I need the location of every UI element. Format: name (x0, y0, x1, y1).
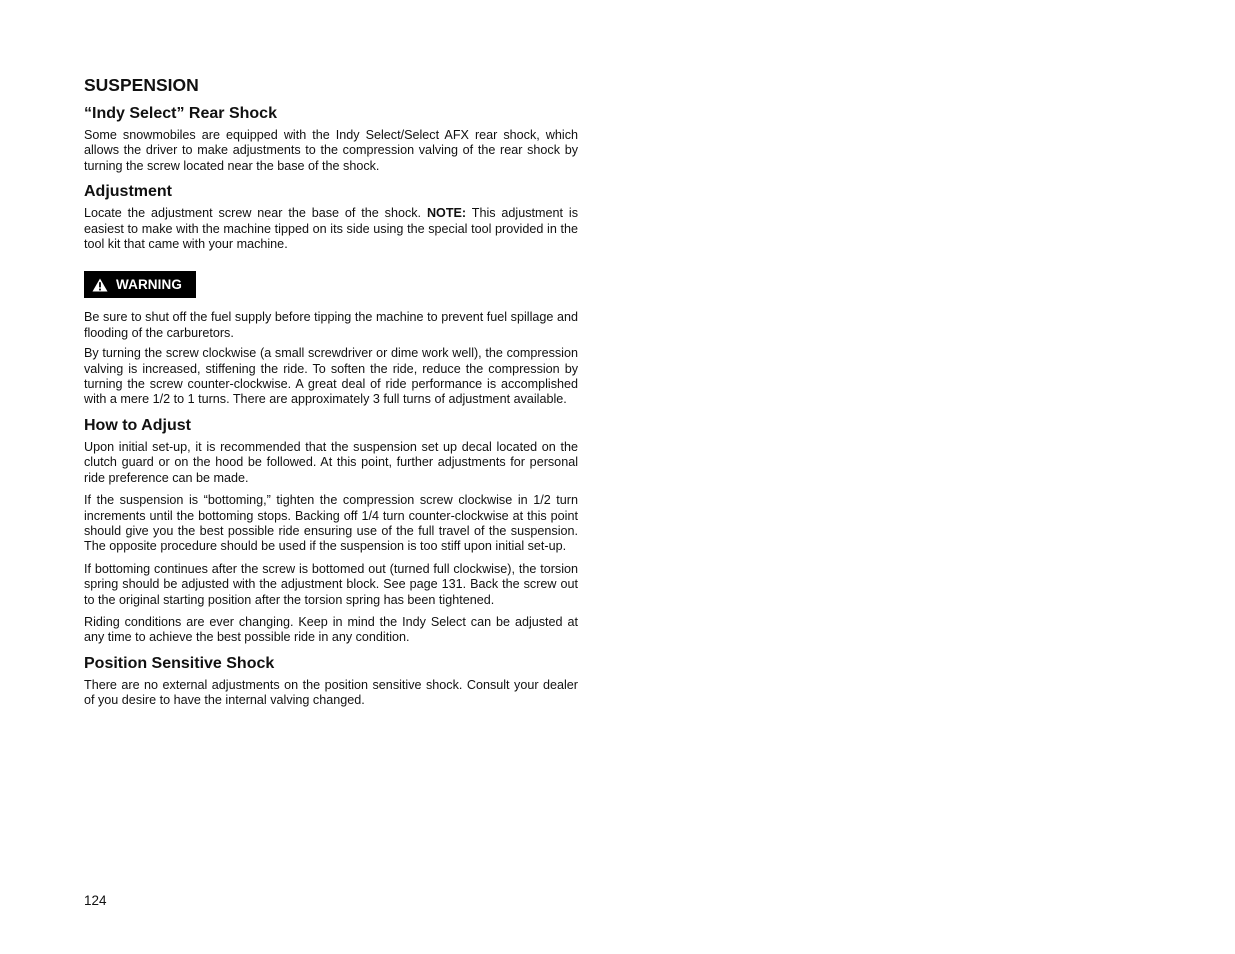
page-number: 124 (84, 893, 107, 908)
indy-select-paragraph: Some snowmobiles are equipped with the Indy Select/Select AFX rear shock, which allows the driver to make adjustments to the compression valving of the rear shock by turning the screw located near the base of the shock. (84, 128, 578, 173)
adjustment-text-after-note: This adjustment is easiest to make with the machine tipped on its side using the special tool provided in the tool kit that came with your machine. (84, 206, 578, 252)
indy-select-heading: “Indy Select” Rear Shock (84, 105, 277, 122)
warning-badge (84, 271, 196, 298)
how-to-adjust-heading: How to Adjust (84, 416, 191, 434)
how-to-adjust-paragraph: Upon initial set-up, it is recommended that the suspension set up decal located on the clutch guard or on the hood be followed. At this point, further adjustments for personal ride preference can be made. (84, 439, 578, 485)
adjustment-heading: Adjustment (84, 183, 172, 201)
how-to-adjust-paragraph: If the suspension is “bottoming,” tighten the compression screw clockwise in 1/2 turn increments until the bottoming stops. Backing off 1/4 turn counter-clockwise at this point should give you the best possible ride ensuring use of the full travel of the suspension. The opposite procedure should be used if the suspension is too stiff upon initial set-up. (84, 493, 578, 554)
section-title: SUSPENSION (84, 75, 199, 95)
position-sensitive-heading: Position Sensitive Shock (84, 654, 275, 672)
adjustment-text-before-note: Locate the adjustment screw near the base of the shock. (84, 206, 422, 221)
how-to-adjust-paragraph: Riding conditions are ever changing. Keep in mind the Indy Select can be adjusted at any time to achieve the best possible ride in any condition. (84, 614, 578, 645)
note-label: NOTE: (426, 206, 467, 221)
position-sensitive-paragraph: There are no external adjustments on the position sensitive shock. Consult your dealer of you desire to have the internal valving changed. (84, 677, 578, 708)
warning-triangle-icon (92, 278, 108, 292)
adjustment-paragraph (84, 206, 578, 252)
turning-paragraph: By turning the screw clockwise (a small screwdriver or dime work well), the compression valving is increased, stiffening the ride. To soften the ride, reduce the compression by turning the screw counter-clockwise. A great deal of ride performance is accomplished with a mere 1/2 to 1 turns. There are approximately 3 full turns of adjustment available. (84, 346, 578, 407)
how-to-adjust-paragraph: If bottoming continues after the screw is bottomed out (turned full clockwise), the torsion spring should be adjusted with the adjustment block. See page 131. Back the screw out to the original starting position after the torsion spring has been tightened. (84, 561, 578, 607)
page-column (84, 74, 578, 716)
warning-paragraph: Be sure to shut off the fuel supply before tipping the machine to prevent fuel spillage and flooding of the carburetors. (84, 310, 578, 340)
warning-label: WARNING (116, 277, 182, 293)
